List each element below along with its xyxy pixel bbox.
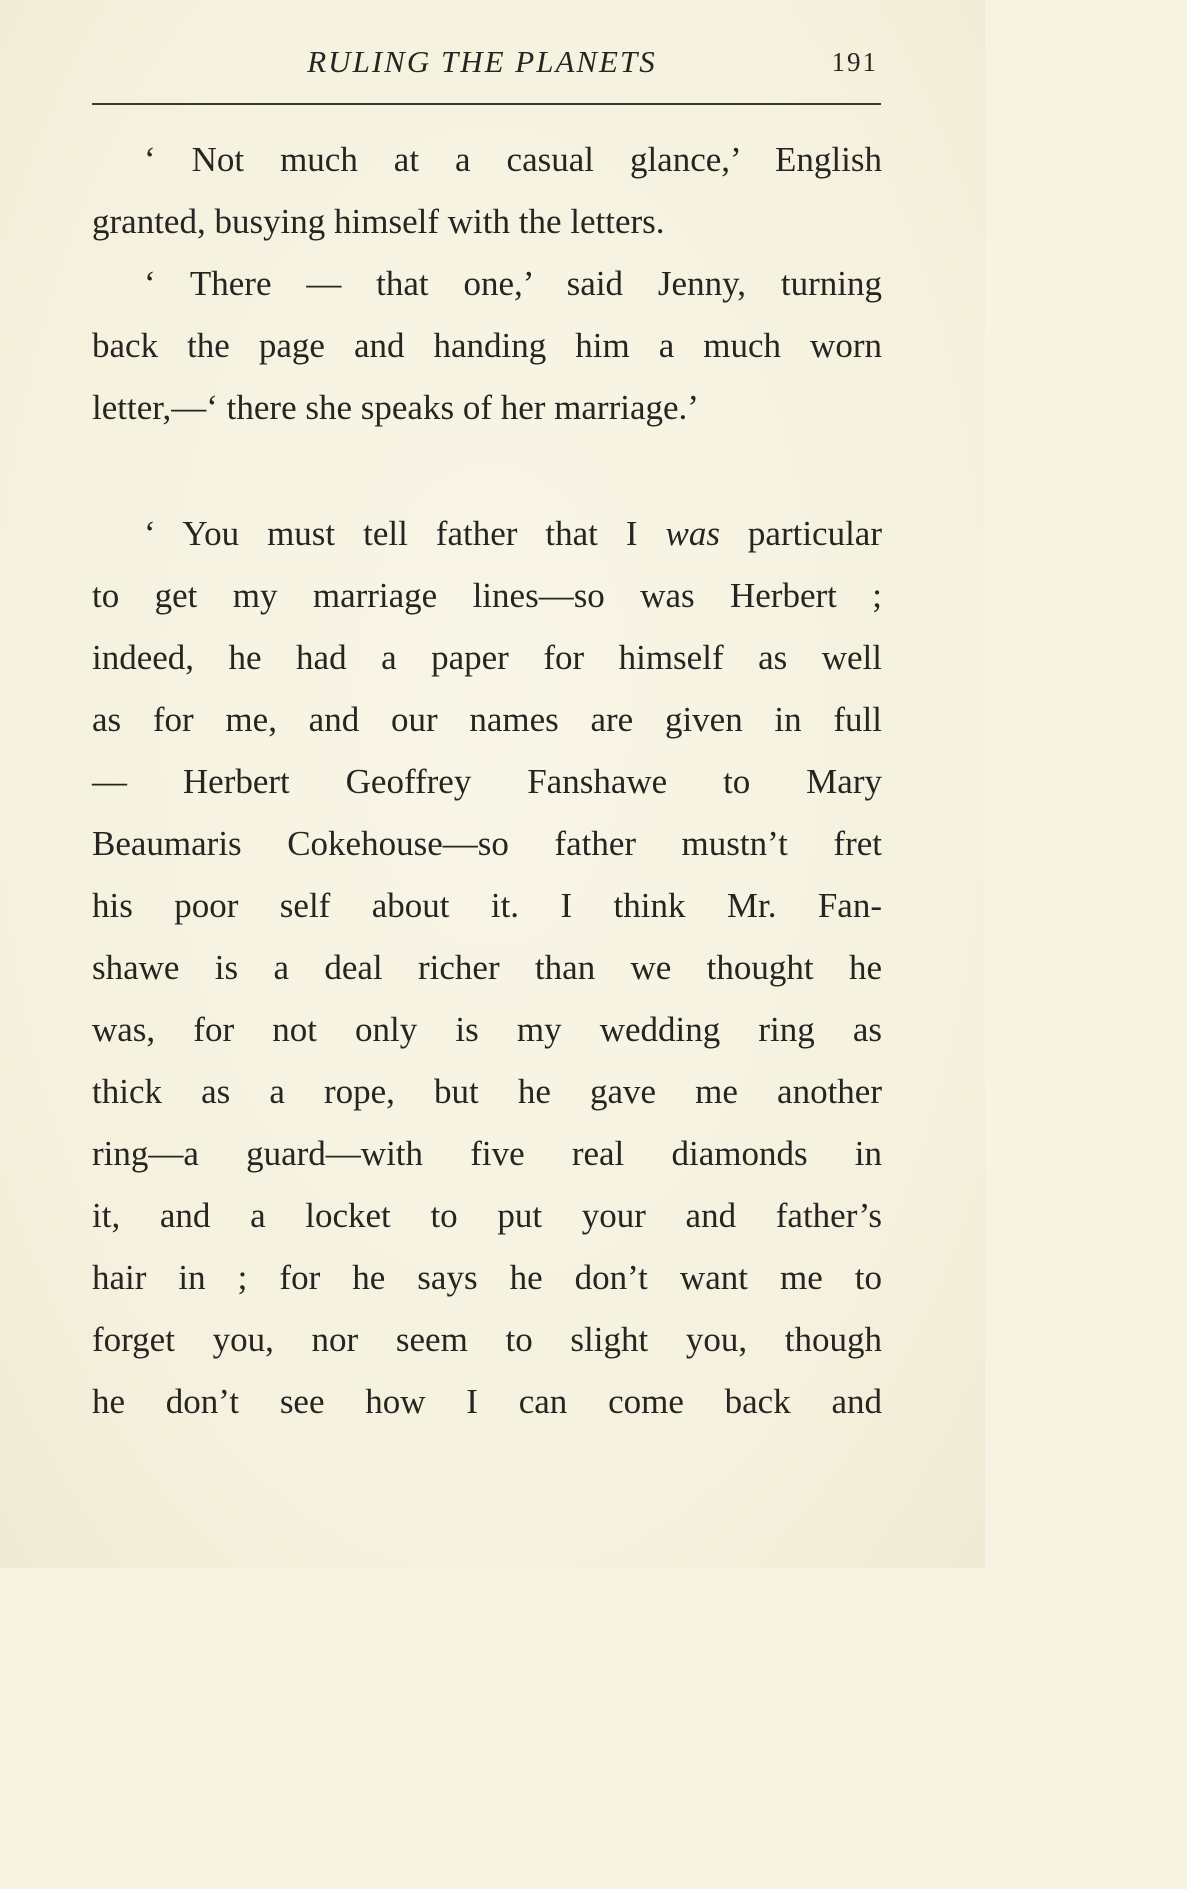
page-number: 191 bbox=[831, 47, 878, 77]
text-line: letter,—‘ there she speaks of her marriage.’ bbox=[92, 388, 699, 427]
paragraph-1 bbox=[92, 129, 882, 253]
text-line: shawe is a deal richer than we thought he bbox=[92, 948, 882, 987]
text-line: — Herbert Geoffrey Fanshawe to Mary bbox=[92, 762, 882, 801]
text-block-upper bbox=[92, 129, 882, 439]
text-line: hair in ; for he says he don’t want me to bbox=[92, 1258, 882, 1297]
text-line: back the page and handing him a much worn bbox=[92, 326, 882, 365]
text-line: granted, busying himself with the letters. bbox=[92, 202, 665, 241]
text-block-letter-quote bbox=[92, 503, 882, 1433]
text-line: Beaumaris Cokehouse—so father mustn’t fret bbox=[92, 824, 882, 863]
paragraph-2 bbox=[92, 253, 882, 439]
text-line: he don’t see how I can come back and bbox=[92, 1382, 882, 1421]
text-line: as for me, and our names are given in full bbox=[92, 700, 882, 739]
running-head bbox=[92, 40, 882, 84]
text-line: thick as a rope, but he gave me another bbox=[92, 1072, 882, 1111]
running-title: RULING THE PLANETS bbox=[307, 44, 657, 79]
text-line: his poor self about it. I think Mr. Fan- bbox=[92, 886, 882, 925]
italic-word: was bbox=[665, 514, 720, 553]
text-line: was, for not only is my wedding ring as bbox=[92, 1010, 882, 1049]
text-line: it, and a locket to put your and father’s bbox=[92, 1196, 882, 1235]
text-line: ring—a guard—with five real diamonds in bbox=[92, 1134, 882, 1173]
text-line: to get my marriage lines—so was Herbert ; bbox=[92, 576, 882, 615]
text-line: indeed, he had a paper for himself as well bbox=[92, 638, 882, 677]
text-line bbox=[92, 503, 882, 565]
text-line: forget you, nor seem to slight you, though bbox=[92, 1320, 882, 1359]
header-rule bbox=[92, 103, 881, 105]
line-text-before: ‘ You must tell father that I bbox=[144, 514, 666, 553]
line-text-after: particular bbox=[719, 514, 882, 553]
text-line: ‘ There — that one,’ said Jenny, turning bbox=[144, 264, 882, 303]
text-line: ‘ Not much at a casual glance,’ English bbox=[144, 140, 882, 179]
paragraph-3 bbox=[92, 503, 882, 1433]
